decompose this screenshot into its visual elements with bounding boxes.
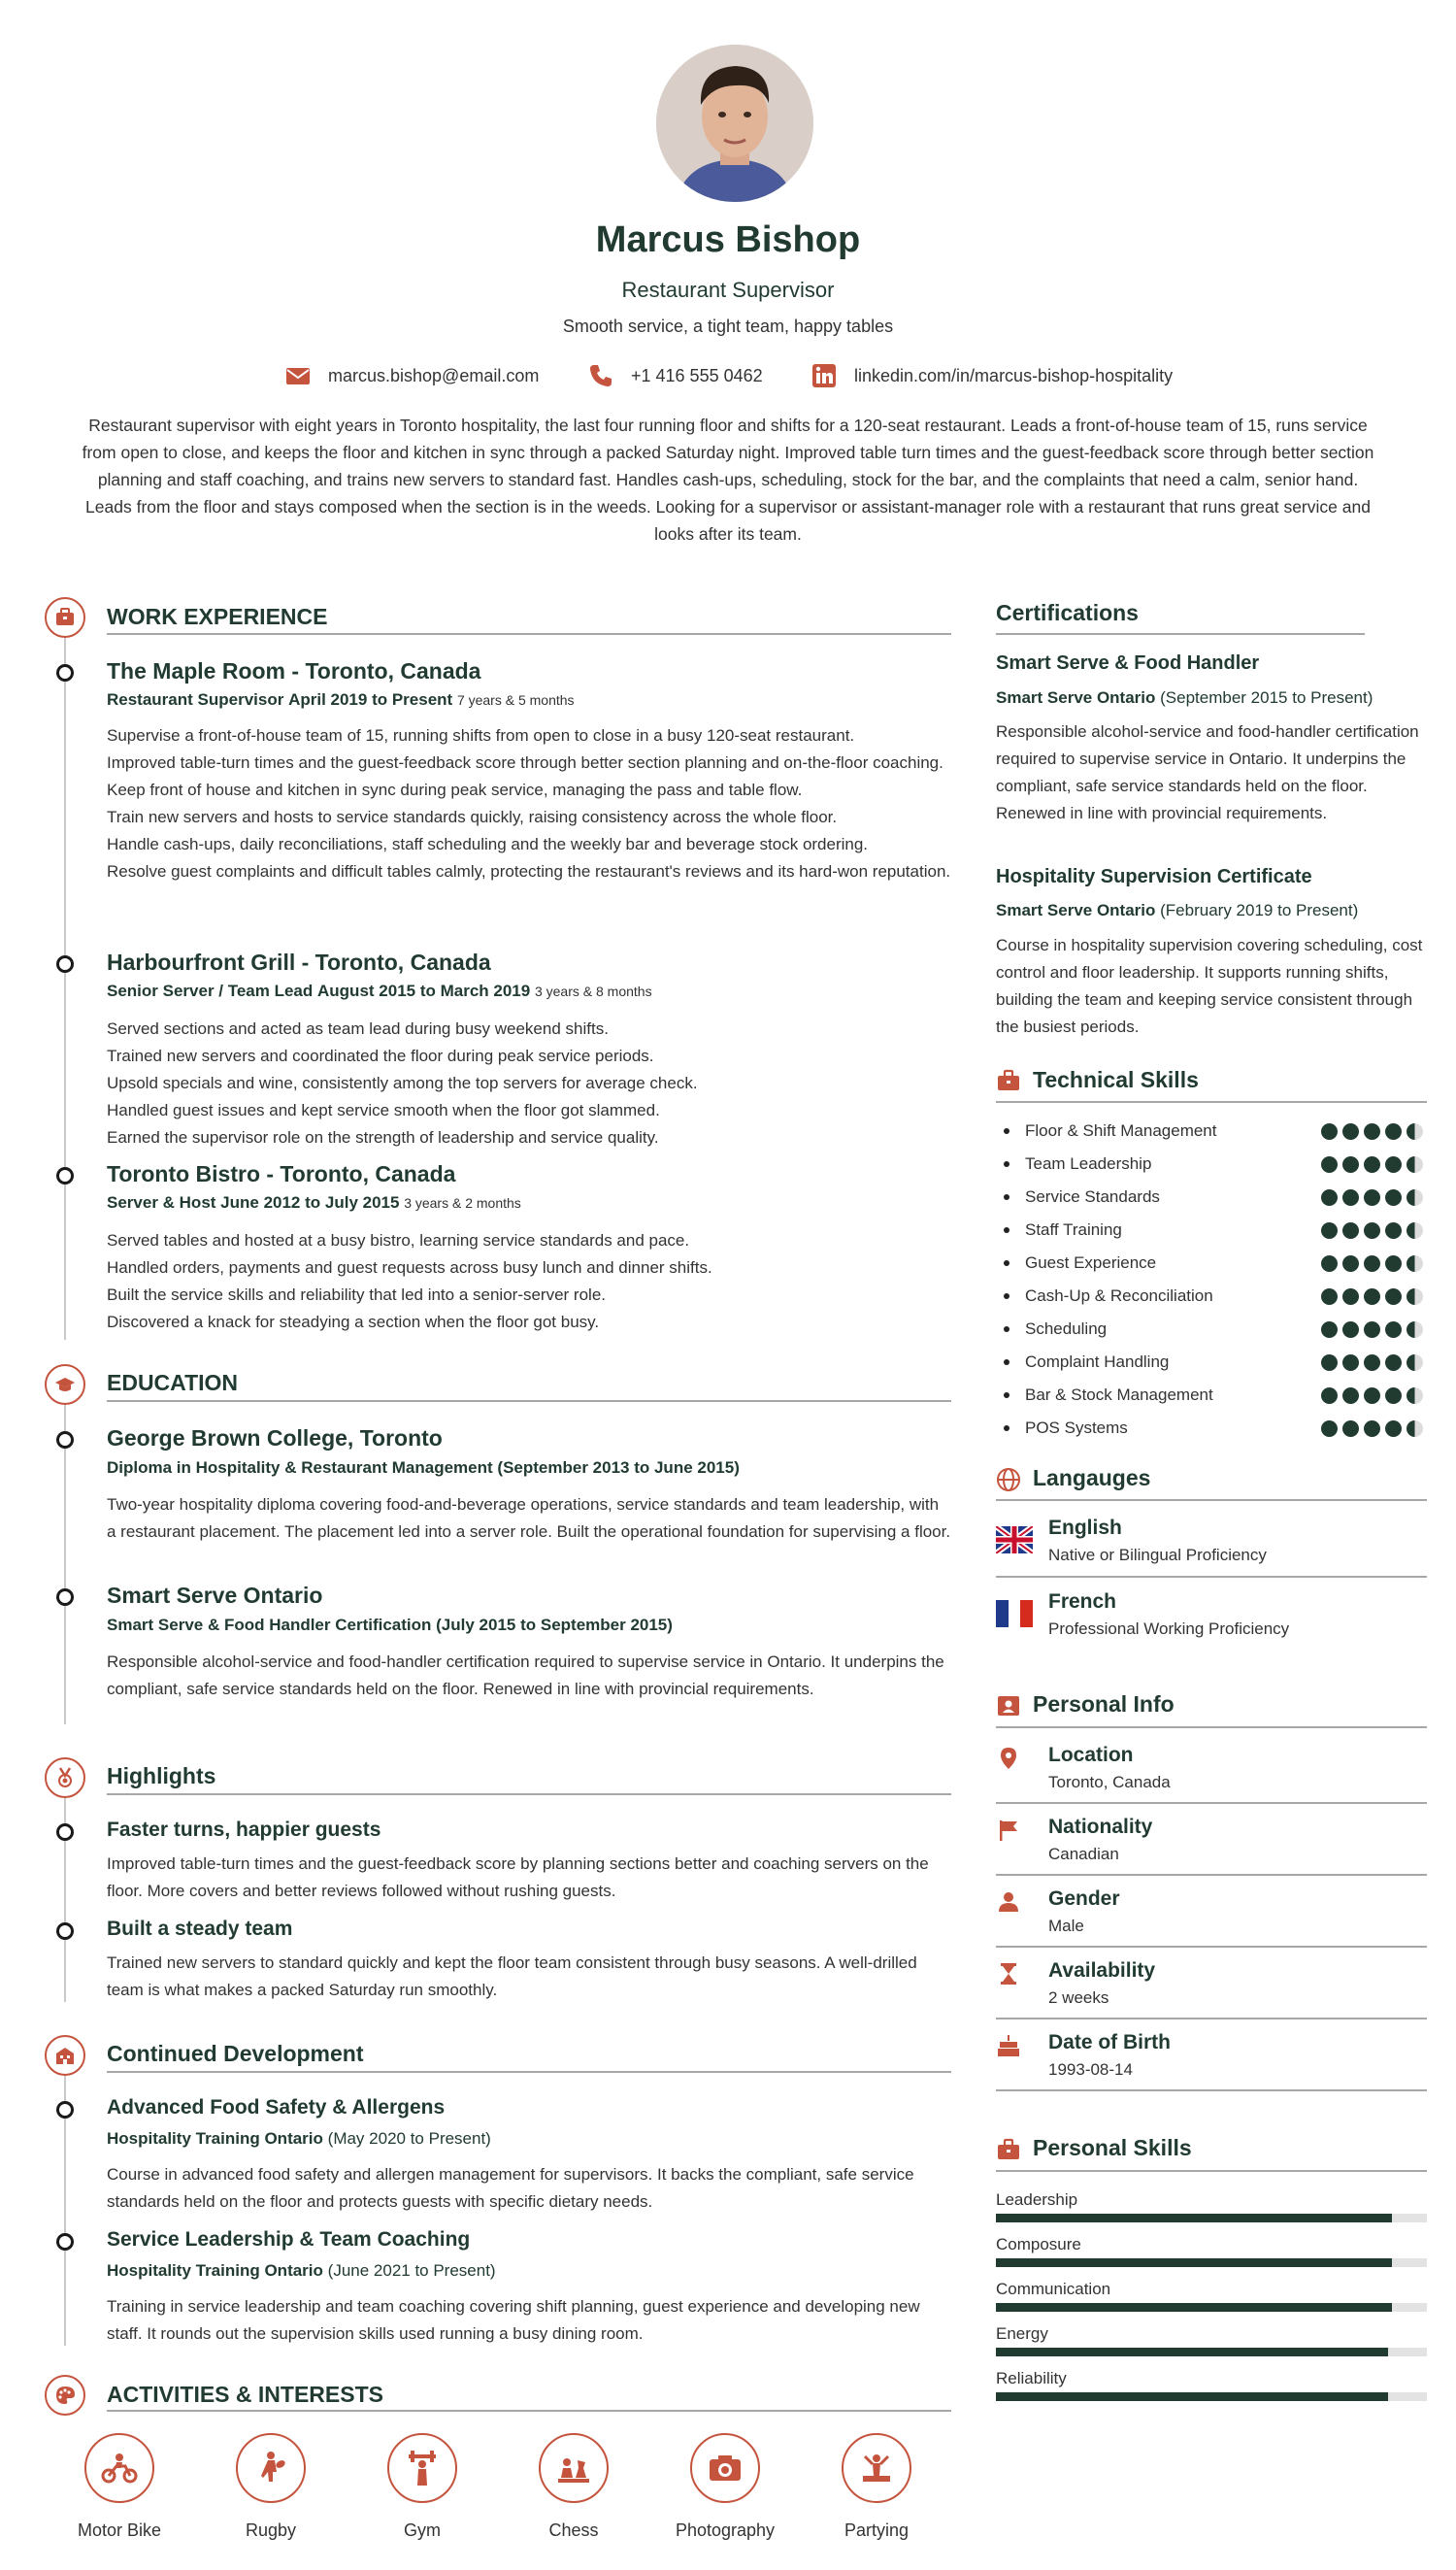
- skill-label: Guest Experience: [1025, 1253, 1157, 1272]
- job-line: Served sections and acted as team lead during busy weekend shifts.: [107, 1019, 609, 1038]
- timeline-dot: [56, 1431, 74, 1449]
- personal-skill-bar-fill: [996, 2258, 1392, 2267]
- personal-skill-bar-fill: [996, 2214, 1392, 2222]
- language-level: Professional Working Proficiency: [1048, 1619, 1290, 1638]
- cert-org: Smart Serve Ontario: [996, 688, 1156, 707]
- section-divider: [996, 2170, 1427, 2172]
- skill-rating: [1321, 1321, 1423, 1338]
- skill-rating: [1321, 1288, 1423, 1305]
- info-value: Toronto, Canada: [1048, 1773, 1171, 1791]
- activity-item: [804, 2433, 949, 2541]
- language-name: English: [1048, 1517, 1122, 1539]
- technical-skill-row: [996, 1346, 1427, 1379]
- job-line: Keep front of house and kitchen in sync during peak service, managing the pass and table flow.: [107, 781, 803, 799]
- bullet: [1004, 1128, 1009, 1134]
- job-duration: 7 years & 5 months: [456, 692, 575, 708]
- rating-dot: [1406, 1222, 1423, 1239]
- degree-line: [107, 1616, 673, 1635]
- rating-dot: [1342, 1255, 1359, 1272]
- tagline: Smooth service, a tight team, happy tables: [562, 317, 894, 336]
- skill-rating: [1321, 1354, 1423, 1371]
- bullet: [1004, 1425, 1009, 1431]
- skill-rating: [1321, 1189, 1423, 1206]
- rating-dot: [1385, 1354, 1402, 1371]
- skill-label: POS Systems: [1025, 1419, 1128, 1437]
- education-description: Responsible alcohol-service and food-handler certification required to supervise service in Ontario. It underpins the compliant, safe service standards held on the floor. Renewed in line with provincial requirements.: [107, 1652, 944, 1698]
- rating-dot: [1342, 1156, 1359, 1173]
- bullet: [1004, 1392, 1009, 1398]
- info-label: Availability: [1048, 1959, 1156, 1982]
- job-line: Upsold specials and wine, consistently among the top servers for average check.: [107, 1074, 698, 1092]
- work-experience-heading: WORK EXPERIENCE: [107, 604, 328, 629]
- skill-rating: [1321, 1420, 1423, 1437]
- rating-dot: [1385, 1420, 1402, 1437]
- course-title: Service Leadership & Team Coaching: [107, 2228, 471, 2251]
- rating-dot: [1406, 1387, 1423, 1404]
- rating-dot: [1342, 1420, 1359, 1437]
- section-divider: [107, 1400, 951, 1402]
- section-divider: [996, 633, 1365, 635]
- toolbox-icon: [996, 1068, 1021, 1093]
- divider: [996, 2089, 1427, 2091]
- rating-dot: [1321, 1387, 1338, 1404]
- skill-label: Cash-Up & Reconciliation: [1025, 1286, 1213, 1305]
- party-icon: [842, 2433, 911, 2503]
- france-flag-icon: [996, 1600, 1033, 1627]
- info-value: 2 weeks: [1048, 1988, 1109, 2007]
- rating-dot: [1321, 1123, 1338, 1140]
- highlight-title: Faster turns, happier guests: [107, 1819, 381, 1841]
- section-divider: [107, 633, 951, 635]
- cert-org: Smart Serve Ontario: [996, 901, 1156, 919]
- section-divider: [996, 1726, 1427, 1728]
- section-divider: [107, 2071, 951, 2073]
- divider: [996, 2018, 1427, 2019]
- job-duration: 3 years & 8 months: [534, 984, 652, 999]
- timeline-dot: [56, 1167, 74, 1185]
- timeline-dot: [56, 664, 74, 682]
- bullet: [1004, 1194, 1009, 1200]
- contact-phone[interactable]: [588, 363, 763, 388]
- rating-dot: [1321, 1354, 1338, 1371]
- personal-skill-bar: [996, 2348, 1427, 2356]
- job-line: Supervise a front-of-house team of 15, running shifts from open to close in a busy 120-seat restaurant.: [107, 726, 855, 745]
- info-value: Male: [1048, 1917, 1084, 1935]
- globe-icon: [996, 1467, 1021, 1492]
- job-role: Server & Host: [107, 1193, 216, 1212]
- job-dates: August 2015 to March 2019: [317, 982, 531, 1000]
- bullet: [1004, 1161, 1009, 1167]
- info-label: Location: [1048, 1744, 1134, 1766]
- technical-skill-row: [996, 1148, 1427, 1181]
- personal-skill-label: Communication: [996, 2280, 1111, 2298]
- activity-label: Gym: [404, 2520, 441, 2540]
- personal-skill-label: Reliability: [996, 2369, 1067, 2387]
- divider: [996, 1802, 1427, 1804]
- degree: Smart Serve & Food Handler Certification: [107, 1616, 432, 1634]
- course-title: Advanced Food Safety & Allergens: [107, 2096, 446, 2119]
- email-icon: [285, 363, 311, 388]
- rating-dot: [1321, 1222, 1338, 1239]
- rating-dot: [1385, 1321, 1402, 1338]
- skill-label: Floor & Shift Management: [1025, 1121, 1217, 1140]
- highlight-text: Improved table-turn times and the guest-feedback score by planning sections better and coaching servers on the floor. More covers and better reviews followed without rushing guests.: [107, 1854, 929, 1900]
- camera-icon: [690, 2433, 760, 2503]
- phone-text[interactable]: +1 416 555 0462: [631, 365, 763, 385]
- course-dates: (May 2020 to Present): [327, 2129, 491, 2148]
- skill-rating: [1321, 1387, 1423, 1404]
- job-place: The Maple Room - Toronto, Canada: [107, 658, 481, 684]
- job-role-line: [107, 1193, 521, 1213]
- medal-icon: [45, 1757, 85, 1798]
- rating-dot: [1342, 1288, 1359, 1305]
- rating-dot: [1364, 1387, 1380, 1404]
- job-duration: 3 years & 2 months: [404, 1195, 521, 1211]
- development-heading: Continued Development: [107, 2041, 364, 2066]
- candidate-title: Restaurant Supervisor: [621, 278, 835, 302]
- motorbike-icon: [84, 2433, 154, 2503]
- job-dates: April 2019 to Present: [288, 690, 453, 709]
- language-level: Native or Bilingual Proficiency: [1048, 1546, 1267, 1564]
- rating-dot: [1321, 1255, 1338, 1272]
- education-description: Two-year hospitality diploma covering food-and-beverage operations, service standards and team leadership, with a restaurant placement. The placement led into a server role. Built the operational foundation for supervising a floor.: [107, 1495, 951, 1541]
- rating-dot: [1406, 1288, 1423, 1305]
- rating-dot: [1364, 1156, 1380, 1173]
- contact-email[interactable]: [285, 363, 539, 388]
- info-value: Canadian: [1048, 1845, 1119, 1863]
- activity-label: Photography: [675, 2520, 776, 2540]
- rating-dot: [1364, 1354, 1380, 1371]
- cert-org-line: [996, 688, 1373, 708]
- timeline-dot: [56, 2233, 74, 2251]
- personal-skill-bar: [996, 2258, 1427, 2267]
- cert-org-line: [996, 901, 1358, 920]
- bullet: [1004, 1359, 1009, 1365]
- personal-skill-label: Leadership: [996, 2190, 1078, 2209]
- rating-dot: [1385, 1156, 1402, 1173]
- activities-heading: ACTIVITIES & INTERESTS: [107, 2382, 383, 2407]
- cake-icon: [996, 2033, 1021, 2058]
- personal-skill-bar-fill: [996, 2303, 1392, 2312]
- school-name: George Brown College, Toronto: [107, 1425, 443, 1451]
- job-role: Restaurant Supervisor: [107, 690, 284, 709]
- rating-dot: [1364, 1189, 1380, 1206]
- rating-dot: [1406, 1321, 1423, 1338]
- highlights-heading: Highlights: [107, 1763, 216, 1788]
- contact-linkedin[interactable]: [811, 363, 1173, 388]
- rating-dot: [1364, 1288, 1380, 1305]
- job-line: Handled guest issues and kept service smooth when the floor got slammed.: [107, 1101, 660, 1119]
- section-divider: [996, 1101, 1427, 1103]
- rating-dot: [1321, 1189, 1338, 1206]
- personal-skill-bar-fill: [996, 2392, 1388, 2401]
- rating-dot: [1406, 1123, 1423, 1140]
- job-description: [107, 722, 951, 885]
- graduation-cap-icon: [45, 1364, 85, 1405]
- location-pin-icon: [996, 1746, 1021, 1771]
- activity-item: [349, 2433, 495, 2541]
- toolbox-icon: [996, 2137, 1021, 2162]
- job-dates: June 2012 to July 2015: [220, 1193, 400, 1212]
- job-line: Handled orders, payments and guest requests across busy lunch and dinner shifts.: [107, 1258, 712, 1277]
- skill-rating: [1321, 1156, 1423, 1173]
- building-icon: [45, 2035, 85, 2076]
- timeline-dot: [56, 1823, 74, 1841]
- chess-icon: [539, 2433, 609, 2503]
- rating-dot: [1406, 1354, 1423, 1371]
- rugby-icon: [236, 2433, 306, 2503]
- activity-label: Partying: [844, 2520, 910, 2540]
- cert-text: Responsible alcohol-service and food-handler certification required to supervise service in Ontario. It underpins the compliant, safe service standards held on the floor. Renewed in line with provincial requirements.: [996, 722, 1419, 822]
- activity-item: [47, 2433, 192, 2541]
- personal-skill-bar-fill: [996, 2348, 1388, 2356]
- job-place: Toronto Bistro - Toronto, Canada: [107, 1161, 456, 1186]
- rating-dot: [1364, 1123, 1380, 1140]
- technical-skill-row: [996, 1181, 1427, 1214]
- section-divider: [107, 1793, 951, 1795]
- skill-label: Staff Training: [1025, 1220, 1122, 1239]
- technical-skills-heading: Technical Skills: [1033, 1067, 1199, 1092]
- hourglass-icon: [996, 1961, 1021, 1986]
- cert-dates: (February 2019 to Present): [1160, 901, 1359, 919]
- cert-dates: (September 2015 to Present): [1160, 688, 1373, 707]
- rating-dot: [1321, 1156, 1338, 1173]
- job-line: Handle cash-ups, daily reconciliations, staff scheduling and the weekly bar and beverage stock ordering.: [107, 835, 869, 853]
- degree: Diploma in Hospitality & Restaurant Management: [107, 1458, 493, 1477]
- timeline-dot: [56, 955, 74, 973]
- bullet: [1004, 1326, 1009, 1332]
- timeline-dot: [56, 1922, 74, 1940]
- rating-dot: [1364, 1321, 1380, 1338]
- rating-dot: [1342, 1189, 1359, 1206]
- timeline-dot: [56, 1588, 74, 1606]
- rating-dot: [1321, 1420, 1338, 1437]
- rating-dot: [1364, 1222, 1380, 1239]
- bullet: [1004, 1260, 1009, 1266]
- technical-skill-row: [996, 1115, 1427, 1148]
- highlight-title: Built a steady team: [107, 1918, 293, 1940]
- language-name: French: [1048, 1590, 1117, 1613]
- rating-dot: [1385, 1189, 1402, 1206]
- bullet: [1004, 1227, 1009, 1233]
- bullet: [1004, 1293, 1009, 1299]
- technical-skill-row: [996, 1379, 1427, 1412]
- rating-dot: [1385, 1255, 1402, 1272]
- divider: [996, 1946, 1427, 1948]
- rating-dot: [1364, 1420, 1380, 1437]
- personal-skill-bar: [996, 2214, 1427, 2222]
- divider: [996, 1874, 1427, 1876]
- profile-photo: [656, 45, 813, 202]
- certifications-heading: Certifications: [996, 600, 1139, 625]
- job-description: [107, 1227, 951, 1336]
- gym-icon: [387, 2433, 457, 2503]
- linkedin-text[interactable]: linkedin.com/in/marcus-bishop-hospitality: [854, 365, 1174, 385]
- rating-dot: [1406, 1189, 1423, 1206]
- activity-label: Motor Bike: [77, 2520, 162, 2540]
- course-org-line: [107, 2129, 491, 2149]
- personal-skill-label: Composure: [996, 2235, 1081, 2253]
- job-line: Earned the supervisor role on the strength of leadership and service quality.: [107, 1128, 659, 1147]
- rating-dot: [1342, 1222, 1359, 1239]
- flag-icon: [996, 1818, 1021, 1843]
- course-org-line: [107, 2261, 496, 2281]
- job-line: Resolve guest complaints and difficult tables calmly, protecting the restaurant's reviews and its hard-won reputation.: [107, 862, 951, 881]
- personal-info-heading: Personal Info: [1033, 1691, 1175, 1717]
- rating-dot: [1321, 1321, 1338, 1338]
- id-card-icon: [996, 1693, 1021, 1719]
- job-line: Improved table-turn times and the guest-feedback score through better section planning and on-the-floor coaching.: [107, 753, 943, 772]
- activity-item: [198, 2433, 344, 2541]
- activity-label: Rugby: [245, 2520, 297, 2540]
- timeline-dot: [56, 2101, 74, 2119]
- rating-dot: [1342, 1354, 1359, 1371]
- personal-skills-heading: Personal Skills: [1033, 2135, 1192, 2160]
- personal-skill-bar: [996, 2392, 1427, 2401]
- divider: [996, 1576, 1427, 1578]
- languages-heading: Langauges: [1033, 1465, 1151, 1490]
- activity-item: [652, 2433, 798, 2541]
- education-heading: EDUCATION: [107, 1370, 239, 1395]
- profile-summary: Restaurant supervisor with eight years in Toronto hospitality, the last four running floor and shifts for a 120-seat restaurant. Leads a front-of-house team of 15, runs service from open to close, and keeps the floor and kitchen in sync through a packed Saturday night. Improved table turn times and the guest-feedback score through better section planning and staff coaching, and trains new servers to standard fast. Handles cash-ups, scheduling, stock for the bar, and the complaints that need a calm, senior hand. Leads from the floor and stays composed when the section is in the weeds. Looking for a supervisor or assistant-manager role with a restaurant that runs great service and looks after its team.: [82, 416, 1374, 544]
- briefcase-icon: [45, 597, 85, 638]
- rating-dot: [1406, 1420, 1423, 1437]
- rating-dot: [1342, 1321, 1359, 1338]
- job-role-line: [107, 690, 575, 710]
- degree-dates: (September 2013 to June 2015): [497, 1458, 740, 1477]
- palette-icon: [45, 2375, 85, 2416]
- job-line: Built the service skills and reliability that led into a senior-server role.: [107, 1285, 607, 1304]
- personal-skill-bar: [996, 2303, 1427, 2312]
- technical-skill-row: [996, 1214, 1427, 1247]
- skill-label: Complaint Handling: [1025, 1352, 1170, 1371]
- rating-dot: [1342, 1123, 1359, 1140]
- course-text: Training in service leadership and team coaching covering shift planning, guest experience and developing new staff. It rounds out the supervision skills used running a busy dining room.: [107, 2297, 920, 2343]
- rating-dot: [1321, 1288, 1338, 1305]
- info-label: Nationality: [1048, 1816, 1153, 1838]
- job-role: Senior Server / Team Lead: [107, 982, 314, 1000]
- rating-dot: [1385, 1288, 1402, 1305]
- degree-dates: (July 2015 to September 2015): [436, 1616, 673, 1634]
- course-text: Course in advanced food safety and allergen management for supervisors. It backs the compliant, safe service standards held on the floor and protects guests with specific dietary needs.: [107, 2165, 914, 2211]
- job-description: [107, 1016, 951, 1151]
- info-label: Date of Birth: [1048, 2031, 1171, 2053]
- info-label: Gender: [1048, 1887, 1120, 1910]
- uk-flag-icon: [996, 1526, 1033, 1553]
- rating-dot: [1385, 1123, 1402, 1140]
- section-divider: [996, 1499, 1427, 1501]
- skill-label: Bar & Stock Management: [1025, 1385, 1213, 1404]
- skill-label: Team Leadership: [1025, 1154, 1152, 1173]
- degree-line: [107, 1458, 740, 1478]
- highlight-text: Trained new servers to standard quickly and kept the floor team consistent through busy seasons. A well-drilled team is what makes a packed Saturday run smoothly.: [107, 1953, 917, 1999]
- skill-rating: [1321, 1222, 1423, 1239]
- school-name: Smart Serve Ontario: [107, 1583, 323, 1608]
- job-line: Train new servers and hosts to service standards quickly, raising consistency across the whole floor.: [107, 808, 838, 826]
- activity-label: Chess: [548, 2520, 599, 2540]
- phone-icon: [588, 363, 613, 388]
- rating-dot: [1385, 1387, 1402, 1404]
- candidate-name: Marcus Bishop: [595, 219, 861, 260]
- timeline-line: [64, 617, 66, 1340]
- technical-skill-row: [996, 1412, 1427, 1445]
- person-icon: [996, 1889, 1021, 1915]
- skill-rating: [1321, 1255, 1423, 1272]
- cert-text: Course in hospitality supervision covering scheduling, cost control and floor leadership. It supports running shifts, building the team and keeping service consistent through the busiest periods.: [996, 936, 1423, 1036]
- job-line: Served tables and hosted at a busy bistro, learning service standards and pace.: [107, 1231, 690, 1250]
- course-org: Hospitality Training Ontario: [107, 2261, 323, 2280]
- rating-dot: [1406, 1156, 1423, 1173]
- skill-label: Service Standards: [1025, 1187, 1160, 1206]
- linkedin-icon: [811, 363, 837, 388]
- rating-dot: [1385, 1222, 1402, 1239]
- rating-dot: [1364, 1255, 1380, 1272]
- section-divider: [107, 2410, 951, 2412]
- skill-rating: [1321, 1123, 1423, 1140]
- course-dates: (June 2021 to Present): [327, 2261, 496, 2280]
- timeline-line: [64, 1404, 66, 1724]
- rating-dot: [1406, 1255, 1423, 1272]
- technical-skill-row: [996, 1280, 1427, 1313]
- technical-skill-row: [996, 1247, 1427, 1280]
- skill-label: Scheduling: [1025, 1319, 1108, 1338]
- job-line: Discovered a knack for steadying a section when the floor got busy.: [107, 1313, 600, 1331]
- email-text[interactable]: marcus.bishop@email.com: [328, 365, 540, 385]
- job-role-line: [107, 982, 652, 1001]
- activity-item: [501, 2433, 646, 2541]
- job-line: Trained new servers and coordinated the floor during peak service periods.: [107, 1047, 654, 1065]
- course-org: Hospitality Training Ontario: [107, 2129, 323, 2148]
- technical-skill-row: [996, 1313, 1427, 1346]
- cert-name: Smart Serve & Food Handler: [996, 652, 1260, 674]
- personal-skill-label: Energy: [996, 2324, 1048, 2343]
- info-value: 1993-08-14: [1048, 2060, 1133, 2079]
- job-place: Harbourfront Grill - Toronto, Canada: [107, 950, 491, 975]
- cert-name: Hospitality Supervision Certificate: [996, 866, 1312, 887]
- rating-dot: [1342, 1387, 1359, 1404]
